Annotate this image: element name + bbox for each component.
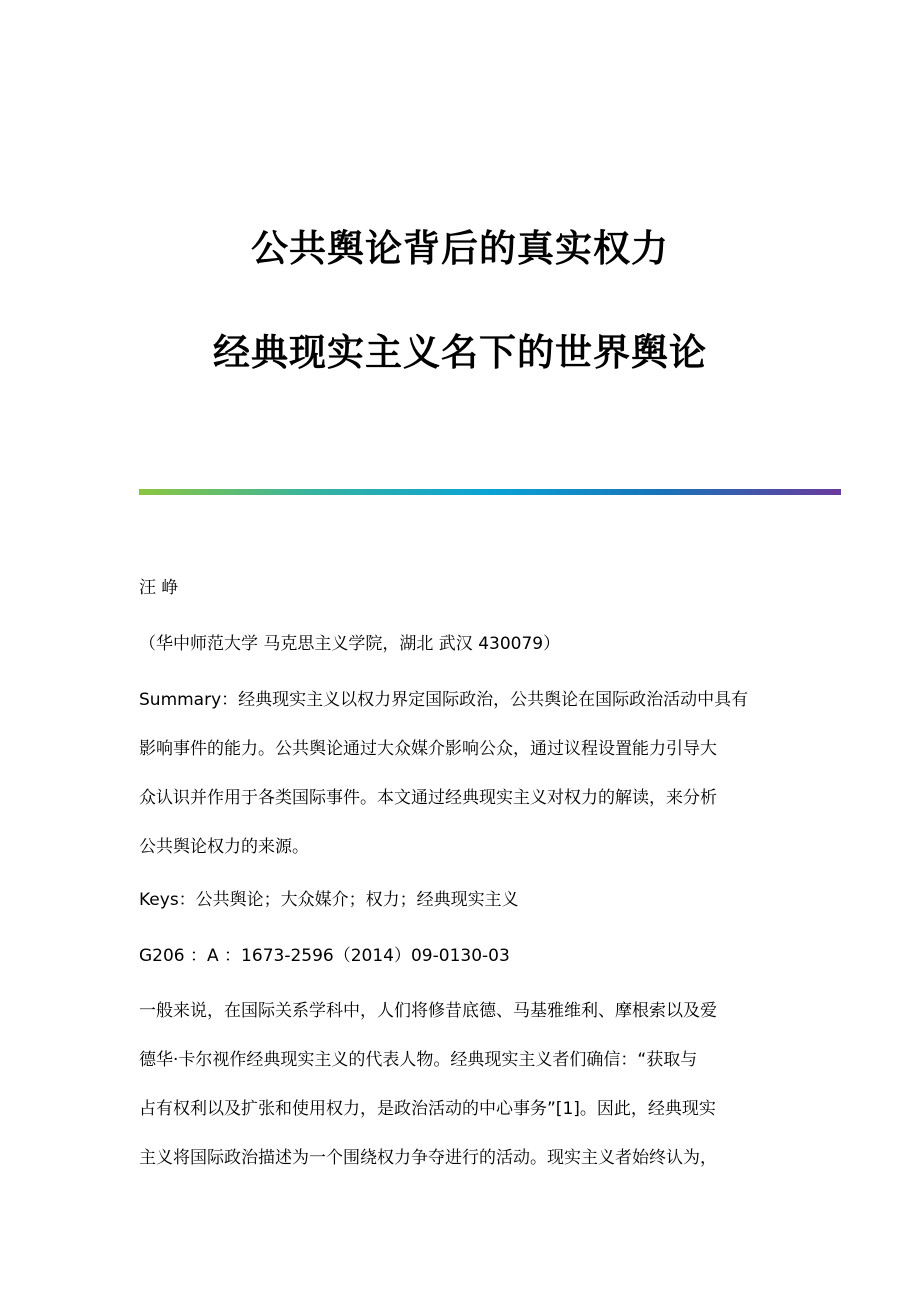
classification-number: G206 ：A ：1673-2596（2014）09-0130-03 bbox=[139, 946, 510, 966]
gradient-divider bbox=[139, 489, 841, 495]
summary-paragraph bbox=[139, 676, 799, 872]
body-line: 一般来说，在国际关系学科中，人们将修昔底德、马基雅维利、摩根索以及爱 bbox=[139, 1001, 717, 1021]
keywords: Keys：公共舆论；大众媒介；权力；经典现实主义 bbox=[139, 890, 519, 910]
body-line: 占有权利以及扩张和使用权力，是政治活动的中心事务”[1]。因此，经典现实 bbox=[139, 1099, 716, 1119]
author-affiliation: （华中师范大学 马克思主义学院，湖北 武汉 430079） bbox=[139, 634, 561, 654]
paper-subtitle: 经典现实主义名下的世界舆论 bbox=[213, 330, 707, 374]
paper-title: 公共舆论背后的真实权力 bbox=[251, 226, 669, 270]
body-line: 主义将国际政治描述为一个围绕权力争夺进行的活动。现实主义者始终认为， bbox=[139, 1148, 717, 1168]
summary-line: 公共舆论权力的来源。 bbox=[139, 837, 309, 857]
body-paragraph bbox=[139, 987, 799, 1183]
author-name: 汪 峥 bbox=[139, 578, 179, 598]
summary-line: Summary：经典现实主义以权力界定国际政治，公共舆论在国际政治活动中具有 bbox=[139, 690, 749, 710]
body-line: 德华·卡尔视作经典现实主义的代表人物。经典现实主义者们确信：“获取与 bbox=[139, 1050, 698, 1070]
summary-line: 众认识并作用于各类国际事件。本文通过经典现实主义对权力的解读，来分析 bbox=[139, 788, 717, 808]
summary-line: 影响事件的能力。公共舆论通过大众媒介影响公众，通过议程设置能力引导大 bbox=[139, 739, 717, 759]
